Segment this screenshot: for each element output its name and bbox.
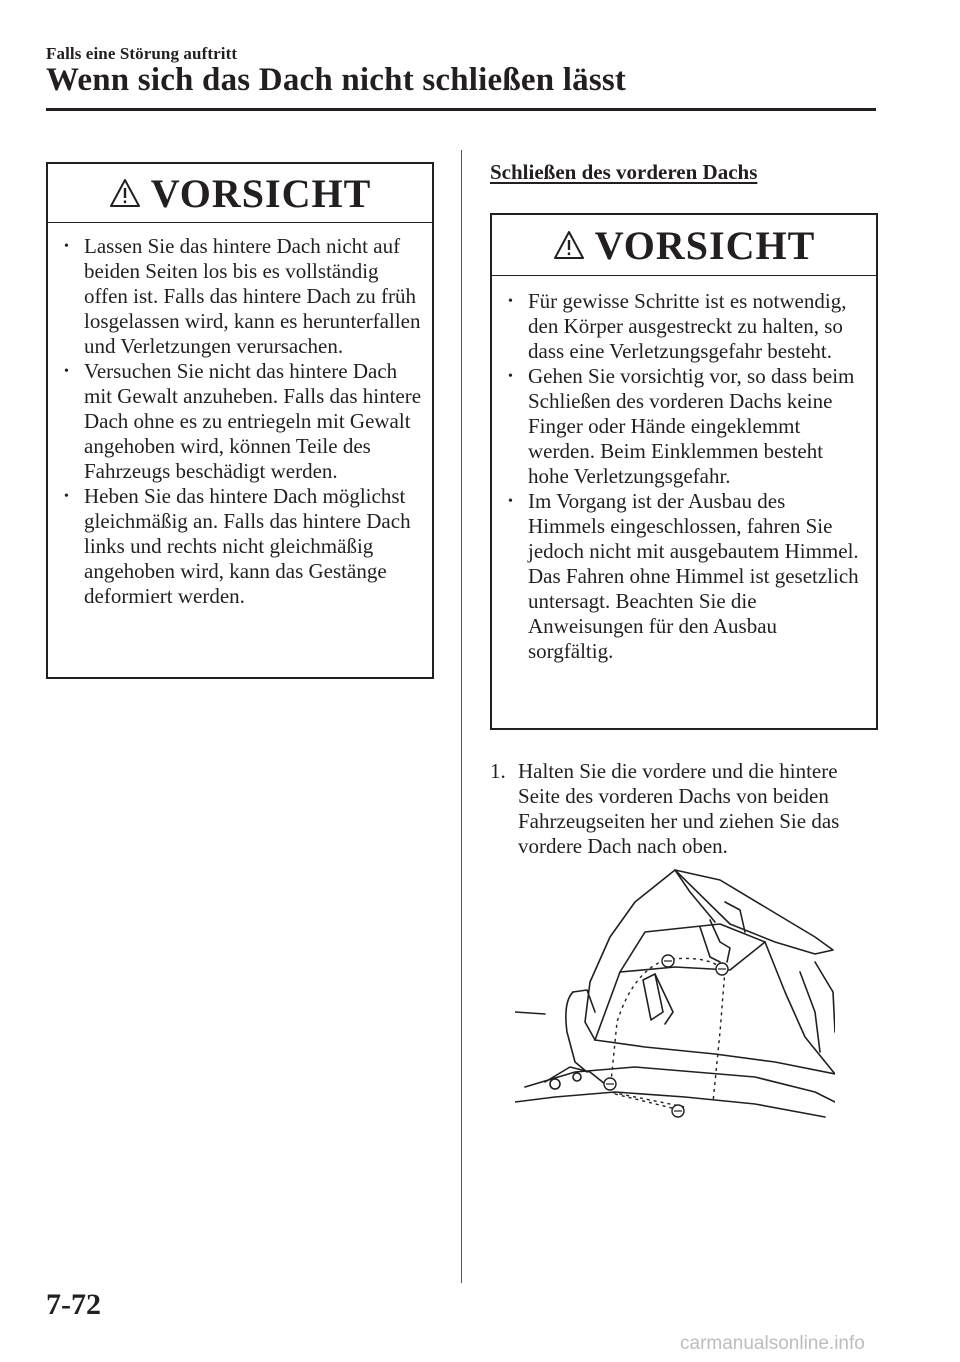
caution-list bbox=[492, 276, 876, 664]
step-number: 1. bbox=[490, 759, 506, 783]
caution-box-left bbox=[46, 162, 434, 679]
warning-triangle-icon bbox=[109, 178, 141, 208]
caution-item: • Für gewisse Schritte ist es notwendig, den Körper ausgestreckt zu halten, so dass eine Verletzungsgefahr besteht. bbox=[492, 289, 864, 364]
caution-box-right bbox=[490, 213, 878, 730]
caution-title: VORSICHT bbox=[150, 170, 372, 216]
step-1 bbox=[490, 759, 875, 859]
caution-list bbox=[48, 223, 432, 609]
caution-title: VORSICHT bbox=[594, 222, 816, 268]
caution-item: • Heben Sie das hintere Dach möglichst gleichmäßig an. Falls das hintere Dach links und rechts nicht gleichmäßig angehoben wird, kann das Gestänge deformiert werden. bbox=[48, 484, 424, 609]
caution-header bbox=[48, 164, 432, 223]
caution-item: • Gehen Sie vorsichtig vor, so dass beim Schließen des vorderen Dachs keine Finger oder Hände eingeklemmt werden. Beim Einklemmen besteht hohe Verletzungsgefahr. bbox=[492, 364, 864, 489]
watermark: carmanualsonline.info bbox=[680, 1333, 865, 1354]
page-number: 7-72 bbox=[46, 1288, 101, 1321]
sub-heading: Schließen des vorderen Dachs bbox=[490, 160, 758, 184]
roof-illustration bbox=[515, 862, 835, 1137]
step-text: Halten Sie die vordere und die hintere Seite des vorderen Dachs von beiden Fahrzeugseiten her und ziehen Sie das vordere Dach nach oben. bbox=[518, 759, 840, 858]
caution-item: • Versuchen Sie nicht das hintere Dach mit Gewalt anzuheben. Falls das hintere Dach ohne es zu entriegeln mit Gewalt angehoben wird, können Teile des Fahrzeugs beschädigt werden. bbox=[48, 359, 424, 484]
title-rule bbox=[46, 108, 876, 111]
column-divider bbox=[461, 150, 462, 1283]
caution-header bbox=[492, 215, 876, 276]
section-label: Falls eine Störung auftritt bbox=[46, 44, 238, 63]
caution-item: • Lassen Sie das hintere Dach nicht auf beiden Seiten los bis es vollständig offen ist. Falls das hintere Dach zu früh losgelassen wird, kann es herunterfallen und Verletzungen verursachen. bbox=[48, 234, 424, 359]
warning-triangle-icon bbox=[553, 230, 585, 260]
caution-item: • Im Vorgang ist der Ausbau des Himmels eingeschlossen, fahren Sie jedoch nicht mit ausgebautem Himmel. Das Fahren ohne Himmel ist gesetzlich untersagt. Beachten Sie die Anweisungen für den Ausbau sorgfältig. bbox=[492, 489, 864, 664]
page-title: Wenn sich das Dach nicht schließen lässt bbox=[46, 62, 627, 98]
